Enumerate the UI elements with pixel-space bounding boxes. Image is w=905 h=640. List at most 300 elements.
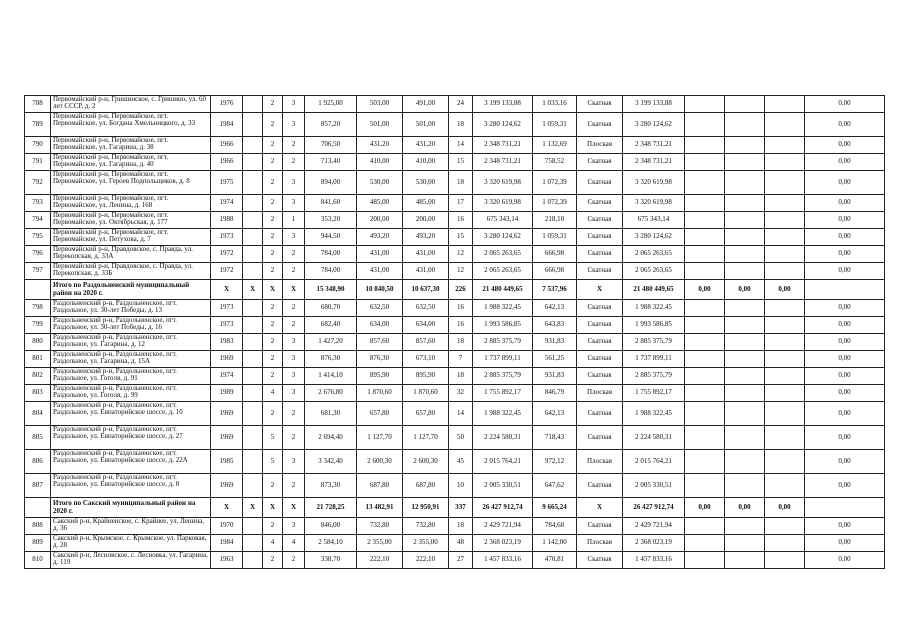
cell-cost-fund: 2 429 721,94 [623, 518, 685, 535]
cell-residents: 14 [449, 137, 473, 154]
cell-cost-budget-3 [765, 351, 805, 368]
cell-total-area: 1 427,20 [305, 334, 357, 351]
cell-cost-budget-3: 0,00 [765, 498, 805, 518]
cell-roof-type: Скатная [577, 552, 623, 569]
cell-unit-cost: 1 059,31 [533, 229, 577, 246]
cell-cost-budget-2 [725, 171, 765, 195]
cell-cost-fund: 2 065 263,65 [623, 263, 685, 280]
cell-living-area: 431,20 [357, 137, 403, 154]
cell-cost-budget-3 [765, 229, 805, 246]
cell-total-area: 1 925,00 [305, 96, 357, 113]
cell-year-built: X [211, 280, 243, 300]
cell-total-cost: 3 280 124,62 [473, 113, 533, 137]
cell-living-area: 431,00 [357, 246, 403, 263]
cell-cost-budget-3 [765, 334, 805, 351]
cell-year-renovated [243, 368, 263, 385]
cell-cost-fund: 2 348 731,21 [623, 137, 685, 154]
cell-year-built: 1970 [211, 518, 243, 535]
cell-address: Раздольненский р-н, Раздольненское, пгт. Раздольное, ул. Евпаторийское шоссе, д. 8 [51, 474, 211, 498]
cell-entrances: 3 [283, 351, 305, 368]
cell-address: Первомайский р-н, Первомайское, пгт. Первомайское, ул. Петухова, д. 7 [51, 229, 211, 246]
cell-cost-other: 0,00 [805, 474, 885, 498]
cell-year-built: 1963 [211, 552, 243, 569]
cell-floors: 5 [263, 426, 283, 450]
cell-total-area: 1 414,10 [305, 368, 357, 385]
cell-roof-type: Скатная [577, 154, 623, 171]
cell-cost-budget-1 [685, 351, 725, 368]
cell-year-built: 1974 [211, 368, 243, 385]
cell-residential-area: 687,80 [403, 474, 449, 498]
cell-unit-cost: 846,79 [533, 385, 577, 402]
cell-cost-budget-3 [765, 195, 805, 212]
cell-cost-other: 0,00 [805, 113, 885, 137]
cell-cost-budget-3 [765, 426, 805, 450]
cell-living-area: 1 870,60 [357, 385, 403, 402]
cell-cost-budget-3 [765, 137, 805, 154]
cell-floors: X [263, 498, 283, 518]
cell-entrances: 2 [283, 402, 305, 426]
cell-living-area: 13 482,91 [357, 498, 403, 518]
cell-entrances: 3 [283, 195, 305, 212]
cell-residents: 12 [449, 263, 473, 280]
table-row [25, 96, 885, 113]
cell-living-area: 431,00 [357, 263, 403, 280]
cell-entrances: 2 [283, 154, 305, 171]
cell-floors: 2 [263, 300, 283, 317]
cell-row-number: 791 [25, 154, 51, 171]
cell-floors: 2 [263, 113, 283, 137]
cell-row-number: 803 [25, 385, 51, 402]
cell-total-area: 873,30 [305, 474, 357, 498]
cell-cost-budget-2 [725, 474, 765, 498]
cell-floors: 2 [263, 96, 283, 113]
cell-entrances: 3 [283, 385, 305, 402]
cell-residents: 10 [449, 474, 473, 498]
cell-cost-budget-1 [685, 402, 725, 426]
cell-residential-area: 673,10 [403, 351, 449, 368]
cell-year-built: 1969 [211, 474, 243, 498]
cell-unit-cost: 1 142,00 [533, 535, 577, 552]
cell-entrances: 3 [283, 334, 305, 351]
cell-floors: 2 [263, 171, 283, 195]
cell-year-renovated: X [243, 280, 263, 300]
cell-cost-fund: 1 993 586,85 [623, 317, 685, 334]
cell-cost-budget-2 [725, 195, 765, 212]
cell-unit-cost: 1 132,69 [533, 137, 577, 154]
cell-roof-type: Скатная [577, 300, 623, 317]
table-row [25, 300, 885, 317]
cell-cost-fund: 2 348 731,21 [623, 154, 685, 171]
cell-year-renovated [243, 334, 263, 351]
cell-year-renovated [243, 137, 263, 154]
cell-cost-budget-1 [685, 300, 725, 317]
cell-cost-budget-3 [765, 96, 805, 113]
cell-residents: 16 [449, 300, 473, 317]
cell-living-area: 634,00 [357, 317, 403, 334]
cell-total-cost: 675 343,14 [473, 212, 533, 229]
cell-unit-cost: 643,83 [533, 317, 577, 334]
cell-residents: 24 [449, 96, 473, 113]
cell-total-cost: 2 885 375,79 [473, 368, 533, 385]
cell-cost-budget-2 [725, 402, 765, 426]
cell-residents: 45 [449, 450, 473, 474]
cell-cost-budget-2 [725, 535, 765, 552]
cell-unit-cost: 1 072,39 [533, 171, 577, 195]
table-row [25, 317, 885, 334]
cell-year-renovated [243, 263, 263, 280]
cell-address: Раздольненский р-н, Раздольненское, пгт. Раздольное, ул. Гагарина, д. 15А [51, 351, 211, 368]
cell-total-cost: 3 320 619,98 [473, 195, 533, 212]
cell-unit-cost: 647,62 [533, 474, 577, 498]
cell-floors: 2 [263, 402, 283, 426]
cell-cost-budget-3 [765, 212, 805, 229]
cell-living-area: 10 840,50 [357, 280, 403, 300]
register-table [24, 95, 885, 569]
cell-cost-other: 0,00 [805, 518, 885, 535]
cell-cost-budget-1 [685, 195, 725, 212]
cell-residential-area: 732,80 [403, 518, 449, 535]
cell-unit-cost: 1 033,16 [533, 96, 577, 113]
cell-address: Сакский р-н, Крайненское, с. Крайнее, ул. Ленина, д. 36 [51, 518, 211, 535]
cell-residents: 7 [449, 351, 473, 368]
table-row [25, 171, 885, 195]
cell-row-number [25, 280, 51, 300]
cell-floors: X [263, 280, 283, 300]
cell-address: Первомайский р-н, Первомайское, пгт. Первомайское, ул. Октябрьская, д. 177 [51, 212, 211, 229]
cell-residential-area: 200,00 [403, 212, 449, 229]
cell-residential-area: 431,20 [403, 137, 449, 154]
cell-entrances: 3 [283, 450, 305, 474]
table-row [25, 368, 885, 385]
cell-year-built: 1972 [211, 246, 243, 263]
cell-address: Первомайский р-н, Первомайское, пгт. Первомайское, ул. Героев Подпольщиков, д. 8 [51, 171, 211, 195]
cell-entrances: 2 [283, 552, 305, 569]
cell-cost-fund: 2 065 263,65 [623, 246, 685, 263]
cell-cost-other: 0,00 [805, 229, 885, 246]
cell-floors: 2 [263, 317, 283, 334]
cell-cost-budget-2: 0,00 [725, 498, 765, 518]
cell-residential-area: 1 127,70 [403, 426, 449, 450]
cell-total-area: 706,50 [305, 137, 357, 154]
table-row [25, 402, 885, 426]
cell-unit-cost: 758,52 [533, 154, 577, 171]
cell-residents: 48 [449, 535, 473, 552]
cell-total-cost: 1 988 322,45 [473, 402, 533, 426]
cell-living-area: 2 355,00 [357, 535, 403, 552]
cell-entrances: 2 [283, 263, 305, 280]
cell-entrances: 3 [283, 171, 305, 195]
cell-unit-cost: 7 537,96 [533, 280, 577, 300]
cell-total-area: 876,30 [305, 351, 357, 368]
cell-cost-other: 0,00 [805, 402, 885, 426]
cell-total-cost: 1 993 586,85 [473, 317, 533, 334]
cell-floors: 4 [263, 535, 283, 552]
cell-cost-budget-2: 0,00 [725, 280, 765, 300]
cell-row-number: 799 [25, 317, 51, 334]
cell-row-number: 808 [25, 518, 51, 535]
cell-address: Итого по Раздольненский муниципальный район на 2020 г. [51, 280, 211, 300]
table-row [25, 246, 885, 263]
cell-floors: 5 [263, 450, 283, 474]
cell-roof-type: Скатная [577, 113, 623, 137]
table-total-row [25, 280, 885, 300]
cell-residential-area: 2 355,00 [403, 535, 449, 552]
cell-unit-cost: 666,98 [533, 246, 577, 263]
cell-total-area: 846,00 [305, 518, 357, 535]
cell-cost-budget-1 [685, 426, 725, 450]
table-row [25, 137, 885, 154]
cell-cost-fund: 21 480 449,65 [623, 280, 685, 300]
cell-total-cost: 2 348 731,21 [473, 154, 533, 171]
cell-total-cost: 1 755 892,17 [473, 385, 533, 402]
cell-cost-budget-3 [765, 474, 805, 498]
cell-total-cost: 1 988 322,45 [473, 300, 533, 317]
cell-row-number: 796 [25, 246, 51, 263]
cell-cost-other: 0,00 [805, 154, 885, 171]
cell-year-renovated [243, 212, 263, 229]
cell-cost-fund: 3 320 619,98 [623, 195, 685, 212]
cell-cost-budget-2 [725, 229, 765, 246]
cell-address: Раздольненский р-н, Раздольненское, пгт. Раздольное, ул. 30-лет Победы, д. 13 [51, 300, 211, 317]
cell-row-number: 802 [25, 368, 51, 385]
cell-unit-cost: 1 059,31 [533, 113, 577, 137]
cell-cost-budget-3 [765, 552, 805, 569]
cell-total-area: 338,70 [305, 552, 357, 569]
cell-row-number: 809 [25, 535, 51, 552]
cell-address: Первомайский р-н, Правдовское, с. Правда, ул. Перекопская, д. 33Б [51, 263, 211, 280]
table-row [25, 518, 885, 535]
cell-cost-other: 0,00 [805, 535, 885, 552]
cell-residential-area: 895,90 [403, 368, 449, 385]
cell-address: Сакский р-н, Лесновское, с. Лесновка, ул. Гагарина, д. 119 [51, 552, 211, 569]
cell-year-built: 1975 [211, 171, 243, 195]
cell-cost-budget-1 [685, 334, 725, 351]
cell-total-cost: 2 885 375,79 [473, 334, 533, 351]
cell-floors: 4 [263, 385, 283, 402]
cell-total-area: 15 348,90 [305, 280, 357, 300]
cell-year-built: 1974 [211, 195, 243, 212]
cell-address: Первомайский р-н, Первомайское, пгт. Первомайское, ул. Богдана Хмельницкого, д. 33 [51, 113, 211, 137]
cell-unit-cost: 718,43 [533, 426, 577, 450]
cell-unit-cost: 642,13 [533, 402, 577, 426]
cell-total-area: 894,00 [305, 171, 357, 195]
cell-year-renovated [243, 246, 263, 263]
cell-living-area: 493,20 [357, 229, 403, 246]
cell-cost-budget-2 [725, 96, 765, 113]
cell-entrances: 2 [283, 137, 305, 154]
cell-year-renovated: X [243, 498, 263, 518]
cell-year-renovated [243, 402, 263, 426]
cell-cost-budget-2 [725, 334, 765, 351]
cell-year-renovated [243, 518, 263, 535]
cell-cost-fund: 2 224 580,31 [623, 426, 685, 450]
cell-total-area: 784,00 [305, 246, 357, 263]
cell-year-built: 1984 [211, 535, 243, 552]
cell-total-cost: 2 368 023,19 [473, 535, 533, 552]
cell-entrances: 2 [283, 426, 305, 450]
cell-cost-fund: 1 988 322,45 [623, 402, 685, 426]
cell-roof-type: X [577, 280, 623, 300]
cell-year-built: 1969 [211, 351, 243, 368]
cell-year-renovated [243, 300, 263, 317]
cell-cost-budget-1 [685, 450, 725, 474]
cell-cost-budget-3 [765, 246, 805, 263]
cell-cost-budget-1 [685, 113, 725, 137]
cell-total-cost: 2 224 580,31 [473, 426, 533, 450]
cell-address: Первомайский р-н, Правдовское, с. Правда, ул. Перекопская, д. 33А [51, 246, 211, 263]
cell-entrances: 1 [283, 212, 305, 229]
cell-roof-type: Скатная [577, 402, 623, 426]
cell-year-renovated [243, 351, 263, 368]
cell-cost-fund: 2 885 375,79 [623, 368, 685, 385]
cell-address: Раздольненский р-н, Раздольненское, пгт. Раздольное, ул. 30-лет Победы, д. 16 [51, 317, 211, 334]
cell-cost-budget-1 [685, 96, 725, 113]
cell-row-number: 800 [25, 334, 51, 351]
cell-cost-budget-1 [685, 518, 725, 535]
cell-floors: 2 [263, 212, 283, 229]
cell-cost-fund: 2 005 330,51 [623, 474, 685, 498]
cell-floors: 2 [263, 552, 283, 569]
cell-entrances: 2 [283, 246, 305, 263]
table-row [25, 450, 885, 474]
cell-year-built: 1972 [211, 263, 243, 280]
cell-row-number: 810 [25, 552, 51, 569]
cell-residential-area: 634,00 [403, 317, 449, 334]
cell-cost-fund: 675 343,14 [623, 212, 685, 229]
cell-cost-fund: 3 280 124,62 [623, 229, 685, 246]
cell-row-number: 797 [25, 263, 51, 280]
cell-year-built: 1985 [211, 450, 243, 474]
cell-year-renovated [243, 229, 263, 246]
cell-entrances: 3 [283, 96, 305, 113]
cell-living-area: 410,00 [357, 154, 403, 171]
cell-residential-area: 485,00 [403, 195, 449, 212]
cell-cost-budget-2 [725, 246, 765, 263]
cell-year-renovated [243, 552, 263, 569]
cell-total-area: 2 694,40 [305, 426, 357, 450]
cell-cost-budget-3 [765, 518, 805, 535]
cell-total-cost: 1 737 899,11 [473, 351, 533, 368]
cell-cost-other: 0,00 [805, 317, 885, 334]
cell-entrances: 4 [283, 535, 305, 552]
cell-roof-type: Скатная [577, 334, 623, 351]
cell-cost-budget-3 [765, 300, 805, 317]
cell-cost-other: 0,00 [805, 300, 885, 317]
cell-cost-budget-2 [725, 351, 765, 368]
cell-living-area: 1 127,70 [357, 426, 403, 450]
cell-unit-cost: 470,81 [533, 552, 577, 569]
cell-cost-fund: 1 737 899,11 [623, 351, 685, 368]
cell-year-built: 1984 [211, 113, 243, 137]
cell-year-renovated [243, 154, 263, 171]
cell-living-area: 857,60 [357, 334, 403, 351]
cell-cost-other: 0,00 [805, 212, 885, 229]
cell-total-cost: 3 199 133,88 [473, 96, 533, 113]
cell-cost-budget-1 [685, 137, 725, 154]
cell-year-renovated [243, 385, 263, 402]
cell-row-number: 792 [25, 171, 51, 195]
cell-total-area: 353,20 [305, 212, 357, 229]
cell-roof-type: Скатная [577, 317, 623, 334]
cell-living-area: 687,80 [357, 474, 403, 498]
cell-residents: 16 [449, 317, 473, 334]
cell-cost-budget-1: 0,00 [685, 280, 725, 300]
cell-living-area: 2 600,30 [357, 450, 403, 474]
cell-year-built: 1976 [211, 96, 243, 113]
cell-cost-budget-3: 0,00 [765, 280, 805, 300]
cell-roof-type: Скатная [577, 368, 623, 385]
cell-cost-budget-2 [725, 317, 765, 334]
cell-cost-budget-2 [725, 154, 765, 171]
cell-total-cost: 2 429 721,94 [473, 518, 533, 535]
cell-year-renovated [243, 171, 263, 195]
cell-floors: 2 [263, 246, 283, 263]
cell-residential-area: 493,20 [403, 229, 449, 246]
cell-year-renovated [243, 113, 263, 137]
cell-residential-area: 491,00 [403, 96, 449, 113]
cell-roof-type: Плоская [577, 450, 623, 474]
cell-cost-budget-3 [765, 317, 805, 334]
cell-cost-budget-3 [765, 402, 805, 426]
cell-year-built: 1966 [211, 154, 243, 171]
table-row [25, 113, 885, 137]
cell-residents: 32 [449, 385, 473, 402]
cell-total-area: 680,70 [305, 300, 357, 317]
cell-cost-budget-1 [685, 263, 725, 280]
cell-year-built: 1983 [211, 334, 243, 351]
cell-cost-other: 0,00 [805, 552, 885, 569]
cell-roof-type: Плоская [577, 385, 623, 402]
cell-cost-other: 0,00 [805, 385, 885, 402]
cell-year-renovated [243, 426, 263, 450]
cell-year-built: 1988 [211, 212, 243, 229]
cell-living-area: 503,00 [357, 96, 403, 113]
cell-cost-budget-1 [685, 212, 725, 229]
cell-year-renovated [243, 450, 263, 474]
cell-cost-budget-3 [765, 113, 805, 137]
cell-row-number: 801 [25, 351, 51, 368]
cell-total-area: 2 676,80 [305, 385, 357, 402]
cell-unit-cost: 642,13 [533, 300, 577, 317]
cell-roof-type: Скатная [577, 426, 623, 450]
cell-total-area: 682,40 [305, 317, 357, 334]
cell-total-cost: 2 348 731,21 [473, 137, 533, 154]
cell-residents: 226 [449, 280, 473, 300]
cell-cost-budget-1 [685, 535, 725, 552]
cell-entrances: 3 [283, 229, 305, 246]
table-row [25, 474, 885, 498]
cell-year-renovated [243, 96, 263, 113]
cell-unit-cost: 9 665,24 [533, 498, 577, 518]
cell-cost-other: 0,00 [805, 334, 885, 351]
cell-residential-area: 2 600,30 [403, 450, 449, 474]
cell-total-area: 681,30 [305, 402, 357, 426]
cell-year-built: 1989 [211, 385, 243, 402]
cell-address: Раздольненский р-н, Раздольненское, пгт. Раздольное, ул. Гоголя, д. 91 [51, 368, 211, 385]
cell-row-number: 789 [25, 113, 51, 137]
cell-cost-other: 0,00 [805, 263, 885, 280]
cell-row-number: 804 [25, 402, 51, 426]
cell-total-cost: 21 480 449,65 [473, 280, 533, 300]
cell-row-number: 788 [25, 96, 51, 113]
cell-row-number: 807 [25, 474, 51, 498]
cell-residents: 15 [449, 229, 473, 246]
cell-year-built: 1973 [211, 300, 243, 317]
cell-cost-budget-1 [685, 317, 725, 334]
cell-cost-budget-2 [725, 518, 765, 535]
cell-unit-cost: 931,83 [533, 368, 577, 385]
cell-cost-budget-3 [765, 154, 805, 171]
